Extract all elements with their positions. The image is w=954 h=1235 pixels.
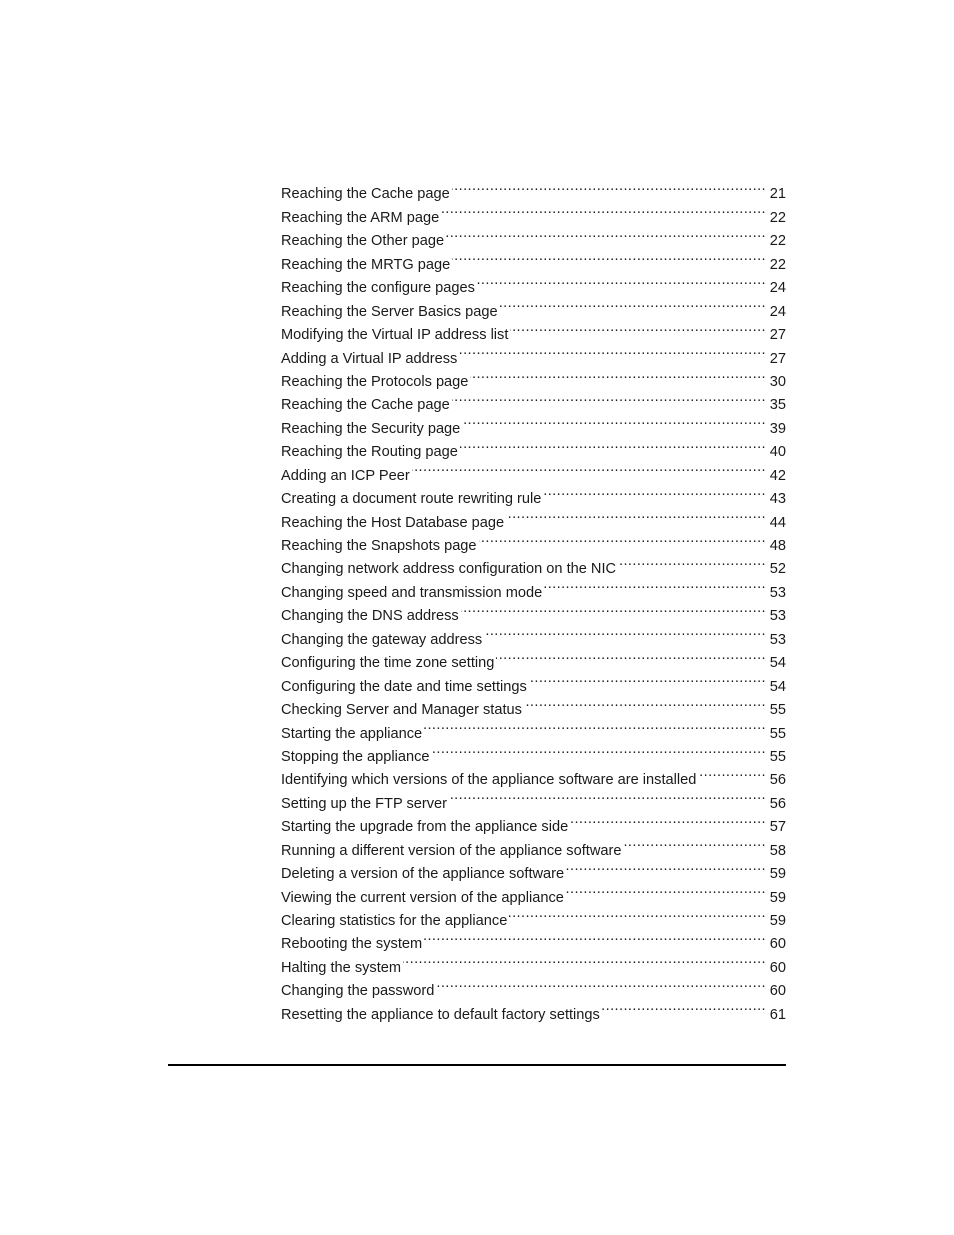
toc-entry-title: Reaching the ARM page [281, 209, 440, 226]
dot-leader [461, 597, 766, 620]
toc-entry-page-number: 60 [769, 936, 786, 953]
dot-leader [452, 175, 766, 198]
dot-leader [566, 878, 766, 901]
toc-entry-title: Starting the appliance [281, 725, 423, 742]
toc-entry-page-number: 53 [769, 631, 786, 648]
toc-entry-title: Resetting the appliance to default factory settings [281, 1006, 600, 1023]
toc-entry-title: Setting up the FTP server [281, 795, 448, 812]
dot-leader [424, 714, 766, 737]
dot-leader [506, 503, 766, 526]
dot-leader [441, 198, 766, 221]
dot-leader [544, 573, 766, 596]
dot-leader [623, 831, 766, 854]
toc-entry-title: Reaching the Other page [281, 233, 445, 250]
toc-entry-title: Reaching the Protocols page [281, 373, 469, 390]
footer-divider [168, 1064, 786, 1066]
toc-entry-page-number: 27 [769, 350, 786, 367]
toc-entry-title: Reaching the Cache page [281, 397, 450, 414]
toc-entry-title: Configuring the date and time settings [281, 678, 527, 695]
dot-leader [446, 222, 766, 245]
dot-leader [403, 948, 766, 971]
dot-leader [602, 995, 766, 1018]
toc-entry-title: Changing the password [281, 983, 435, 1000]
toc-entry-page-number: 30 [769, 373, 786, 390]
dot-leader [432, 738, 767, 761]
toc-entry-title: Running a different version of the appliance software [281, 842, 622, 859]
toc-entry-title: Identifying which versions of the appliance software are installed [281, 772, 697, 789]
toc-entry-title: Changing the DNS address [281, 608, 459, 625]
toc-entry-page-number: 55 [769, 748, 786, 765]
toc-entry-title: Halting the system [281, 959, 402, 976]
toc-entry-page-number: 54 [769, 655, 786, 672]
toc-entry-page-number: 35 [769, 397, 786, 414]
dot-leader [460, 433, 766, 456]
dot-leader [529, 667, 766, 690]
toc-entry-page-number: 55 [769, 725, 786, 742]
toc-entry-page-number: 44 [769, 514, 786, 531]
toc-entry-title: Deleting a version of the appliance software [281, 866, 565, 883]
toc-entry-title: Modifying the Virtual IP address list [281, 327, 509, 344]
toc-entry-page-number: 24 [769, 303, 786, 320]
toc-entry-page-number: 22 [769, 256, 786, 273]
toc-entry-title: Reaching the Snapshots page [281, 538, 477, 554]
dot-leader [462, 409, 766, 432]
toc-entry-title: Reaching the Server Basics page [281, 303, 498, 320]
toc-entry-page-number: 59 [769, 866, 786, 883]
toc-entry-page-number: 21 [769, 186, 786, 203]
toc-entry-title: Checking Server and Manager status [281, 702, 522, 719]
toc-entry-page-number: 61 [769, 1006, 786, 1023]
toc-entry-title: Reaching the configure pages [281, 280, 475, 297]
toc-entry-title: Reaching the Cache page [281, 186, 450, 203]
dot-leader [524, 691, 766, 714]
toc-entry-title: Reaching the Host Database page [281, 514, 505, 531]
dot-leader [484, 620, 766, 643]
toc-entry-page-number: 60 [769, 959, 786, 976]
toc-entry-page-number: 59 [769, 913, 786, 929]
dot-leader [424, 925, 766, 948]
toc-entry-title: Changing speed and transmission mode [281, 584, 543, 601]
toc-entry-title: Reaching the Routing page [281, 444, 458, 461]
toc-entry-title: Creating a document route rewriting rule [281, 491, 542, 508]
toc-entry-title: Reaching the Security page [281, 420, 461, 437]
toc-entry-title: Viewing the current version of the appliance [281, 889, 564, 906]
dot-leader [618, 550, 766, 573]
toc-entry-title: Reaching the MRTG page [281, 256, 451, 273]
toc-entry-page-number: 56 [769, 795, 786, 812]
toc-entry-page-number: 53 [769, 584, 786, 601]
toc-entry-title: Rebooting the system [281, 936, 423, 953]
dot-leader [570, 808, 766, 831]
toc-entry-page-number: 22 [769, 233, 786, 250]
toc-entry-page-number: 60 [769, 983, 786, 1000]
dot-leader [500, 292, 766, 315]
dot-leader [566, 855, 766, 878]
toc-entry-title: Configuring the time zone setting [281, 655, 495, 672]
toc-entry-page-number: 55 [769, 702, 786, 719]
toc-entry-title: Stopping the appliance [281, 748, 430, 765]
dot-leader [509, 902, 766, 925]
table-of-figures [281, 175, 786, 1023]
toc-entry-page-number: 48 [769, 538, 786, 554]
toc-entry-page-number: 52 [769, 561, 786, 578]
toc-entry-page-number: 53 [769, 608, 786, 625]
toc-entry-title: Clearing statistics for the appliance [281, 913, 508, 929]
toc-entry-title: Starting the upgrade from the appliance side [281, 819, 569, 836]
toc-entry[interactable] [281, 175, 786, 203]
toc-entry-title: Changing network address configuration on the NIC [281, 561, 617, 578]
dot-leader [477, 269, 766, 292]
toc-entry-page-number: 39 [769, 420, 786, 437]
dot-leader [510, 316, 766, 339]
toc-entry-page-number: 58 [769, 842, 786, 859]
dot-leader [479, 527, 766, 550]
dot-leader [470, 363, 766, 386]
toc-entry-page-number: 54 [769, 678, 786, 695]
toc-entry-page-number: 27 [769, 327, 786, 344]
toc-entry-page-number: 43 [769, 491, 786, 508]
toc-entry-page-number: 24 [769, 280, 786, 297]
toc-entry-title: Adding an ICP Peer [281, 467, 410, 484]
toc-entry-page-number: 59 [769, 889, 786, 906]
toc-entry-page-number: 56 [769, 772, 786, 789]
dot-leader [412, 456, 766, 479]
toc-entry-page-number: 22 [769, 209, 786, 226]
toc-entry-page-number: 40 [769, 444, 786, 461]
toc-entry-page-number: 42 [769, 467, 786, 484]
dot-leader [449, 784, 766, 807]
dot-leader [543, 480, 766, 503]
dot-leader [452, 386, 766, 409]
toc-entry-page-number: 57 [769, 819, 786, 836]
dot-leader [452, 245, 766, 268]
dot-leader [459, 339, 766, 362]
toc-entry-title: Adding a Virtual IP address [281, 350, 458, 367]
toc-entry-title: Changing the gateway address [281, 631, 483, 648]
dot-leader [698, 761, 766, 784]
dot-leader [436, 972, 766, 995]
dot-leader [496, 644, 766, 667]
